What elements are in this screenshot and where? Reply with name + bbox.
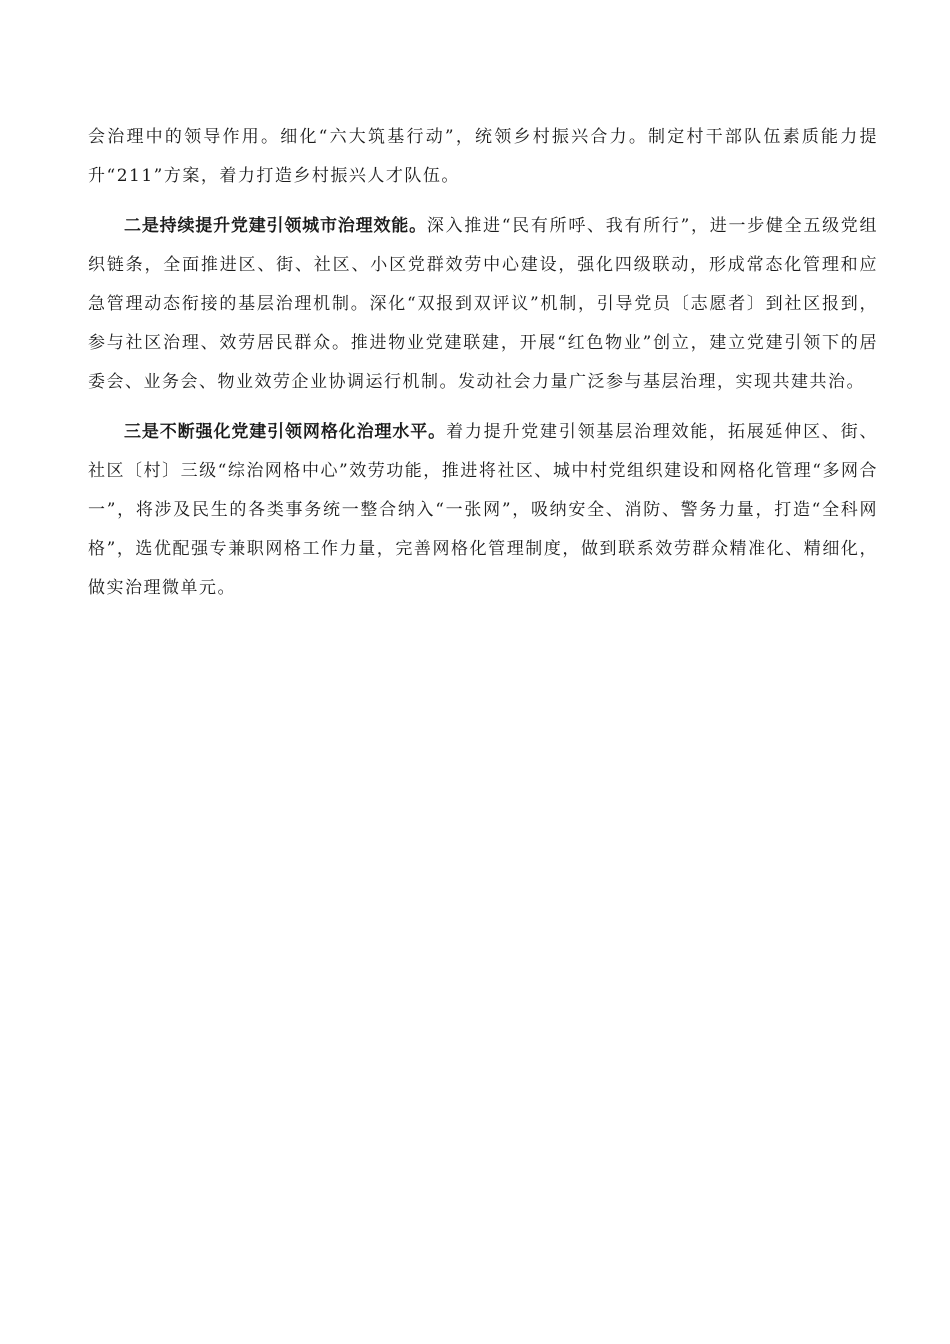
paragraph-text: 深入推进“民有所呼、我有所行”，进一步健全五级党组织链条，全面推进区、街、社区、小区党群效劳中心建设，强化四级联动，形成常态化管理和应急管理动态衔接的基层治理机制。深化“双报到双评议”机制，引导党员〔志愿者〕到社区报到，参与社区治理、效劳居民群众。推进物业党建联建，开展“红色物业”创立，建立党建引领下的居委会、业务会、物业效劳企业协调运行机制。发动社会力量广泛参与基层治理，实现共建共治。 — [88, 216, 879, 392]
document-page — [88, 118, 878, 608]
paragraph-continuation — [88, 118, 878, 196]
paragraph-heading: 三是不断强化党建引领网格化治理水平。 — [124, 422, 447, 442]
paragraph-text: 会治理中的领导作用。细化“六大筑基行动”，统领乡村振兴合力。制定村干部队伍素质能力提升“211”方案，着力打造乡村振兴人才队伍。 — [88, 127, 878, 186]
paragraph-grid-governance — [88, 413, 878, 608]
paragraph-heading: 二是持续提升党建引领城市治理效能。 — [124, 216, 427, 236]
paragraph-text: 着力提升党建引领基层治理效能，拓展延伸区、街、社区〔村〕三级“综治网格中心”效劳功能，推进将社区、城中村党组织建设和网格化管理“多网合一”，将涉及民生的各类事务统一整合纳入“一张网”，吸纳安全、消防、警务力量，打造“全科网格”，选优配强专兼职网格工作力量，完善网格化管理制度，做到联系效劳群众精准化、精细化，做实治理微单元。 — [88, 422, 878, 598]
paragraph-urban-governance — [88, 207, 878, 402]
